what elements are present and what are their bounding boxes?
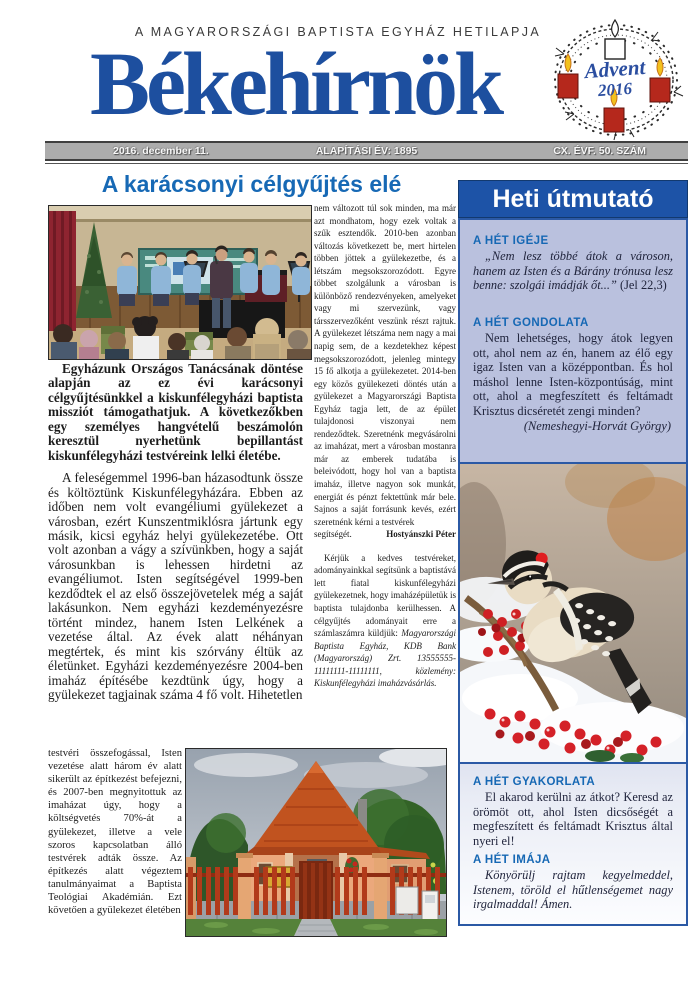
woodpecker-photo bbox=[460, 462, 686, 764]
prayer-text: Könyörülj rajtam kegyelmeddel, Istenem, töröld el hűtlenségemet nagy irgalmaddal! Ámen. bbox=[473, 868, 673, 911]
founding-year: ALAPÍTÁSI ÉV: 1895 bbox=[315, 145, 418, 157]
section-title: A HÉT IMÁJA bbox=[473, 854, 551, 866]
congregation-event-photo bbox=[48, 205, 312, 360]
paragraph-tail: segítségét. bbox=[314, 529, 352, 540]
red-candle-right bbox=[650, 78, 670, 102]
signature-line bbox=[314, 528, 456, 541]
verse-text: „Nem lesz többé átok a városon, hanem az Isten és a Bárány trónusa lesz benne: szolgái imádják őt...” (Jel 22,3) bbox=[473, 249, 673, 292]
verse-reference: (Jel 22,3) bbox=[616, 278, 667, 292]
article-column-middle bbox=[314, 202, 456, 690]
section-verse-of-week bbox=[473, 235, 673, 293]
section-title: A HÉT GYAKORLATA bbox=[473, 776, 596, 788]
section-practice-of-week bbox=[473, 776, 673, 848]
section-title: A HÉT IGÉJE bbox=[473, 235, 549, 247]
article-headline: A karácsonyi célgyűjtés elé bbox=[101, 171, 402, 197]
author-signature: Hostyánszki Péter bbox=[386, 529, 456, 540]
donation-appeal: Kérjük a kedves testvéreket, adományainkkal segítsünk a baptistává lett fiatal kiskunfélegyházi gyülekezetnek, hogy imaházépületük is baptista tulajdonba kerülhessen. A célgyűjtés adományait erre a számlaszámra küldjük: Magyarországi Baptista Egyház, KDB Bank (Magyarország) Zrt. 13555555-11111111-11111111, közlemény: Kiskunfélegyházi imaházvásárlás. bbox=[314, 552, 456, 689]
section-title: A HÉT GONDOLATA bbox=[473, 317, 589, 329]
issue-number: CX. ÉVF. 50. SZÁM bbox=[553, 145, 646, 157]
red-candle-bottom bbox=[604, 108, 624, 132]
sidebar-title: Heti útmutató bbox=[458, 180, 688, 218]
bank-account-details: Magyarországi Baptista Egyház, KDB Bank (Magyarország) Zrt. 13555555-11111111-11111111, közlemény: Kiskunfélegyházi imaházvásárlás. bbox=[314, 628, 456, 689]
advent-text: Advent bbox=[583, 54, 647, 84]
article-lead: Egyházunk Országos Tanácsának döntése alapján az ez évi karácsonyi célgyűjtésünkkel a kiskunfélegyházi baptista missziót támogathatjuk. A következőkben egy személyes hangvételű beszámolón keresztül nyerhetünk bepillantást kiskunfélegyházi testvéreink lelki életébe. bbox=[48, 361, 303, 463]
article-column-left-narrow: testvéri összefogással, Isten vezetése alatt három év alatt sikerült az építkezést befejezni, és 2007-ben megnyitottuk az imaházat úgy, hogy a költségvetés 70%-át a gyülekezet, illetve a vele szoros kapcsolatban álló testvérek adták össze. Az építkezés alatt végeztem tanulmányaimat a Baptista Teológiai Akadémián. Ezt követően a gyülekezet életében bbox=[48, 748, 182, 917]
white-candle-flame bbox=[612, 20, 619, 37]
advent-wreath-illustration bbox=[534, 10, 692, 142]
red-candle-left bbox=[558, 74, 578, 98]
weekly-guide-panel bbox=[458, 218, 688, 926]
masthead-tagline: A MAGYARORSZÁGI BAPTISTA EGYHÁZ HETILAPJA bbox=[134, 25, 542, 39]
article-paragraph: A feleségemmel 1996-ban házasodtunk össze és költöztünk Kiskunfélegyházára. Ebben az időben nem volt evangéliumi gyülekezet a városban, ezért Kunszentmiklósra jártunk egy másik, kicsi egyház helyi gyülekezetébe. Ott volt azonban a vágy a szívünkben, hogy a saját városunkban is lehessen hirdetni az evangéliumot. Isten segítségével 1999-ben kezdődtek el az első összejövetelek még a saját lakásunkon. Nem egyházi kezdeményezésre történt mindez, hanem Isten Lelkének a vezetése által. Az évek alatt néhányan megtértek, és mint kis szórvány éltük az életünket. Egyházi kezdeményezésre 2004-ben imaház építésébe kezdtünk úgy, hogy a gyülekezet tagjainak száma 4 fő volt. Hihetetlen bbox=[48, 470, 303, 702]
thought-attribution: (Nemeshegyi-Horvát György) bbox=[523, 419, 671, 433]
thought-text: Nem lehetséges, hogy átok legyen ott, ahol nem az én, hanem az élő egy igaz Isten van a középpontban. És hol máshol lenne Isten-központúság, mint ott, ahol a megfeszített és feltámadt Krisztus dicséretét zengi minden? bbox=[473, 331, 673, 418]
practice-text: El akarod kerülni az átkot? Keresd az örömöt ott, ahol Isten dicsőségét a megfeszített és feltámadt Krisztus által nyeri el! bbox=[473, 790, 673, 848]
article-column-left bbox=[48, 362, 303, 702]
prayer-house-photo bbox=[185, 748, 447, 937]
section-prayer-of-week bbox=[473, 854, 673, 912]
section-thought-of-week bbox=[473, 317, 673, 434]
article-paragraph: nem változott túl sok minden, ma már azt mondhatom, hogy ezek voltak a szűk esztendők. 2010-ben azonban változás következett be, mert hirtelen többen jöttek a gyülekezetbe, és a létszám megsokszorozódott. Egyre többet szolgálunk a városban is különböző rendezvényeken, amelyeket vagy mi szervezünk, vagy társszervezőként veszünk részt rajtuk. A gyülekezet létszáma nem nagy a mai napig sem, de a kezdetekhez képest megsokszorozódott, jelenleg mintegy 15 fő alkotja a gyülekezetet. 2014-ben egy közös gyülekezeti döntés után a gyülekezet a Magyarországi Baptista Egyház tagja lett, de az épület tulajdonosi viszonyai nem rendeződtek. Szeretnénk megvásárolni az imaházat, mert a városban mostanra már az emberek tudatába is beleivódott, hogy hol van a baptista imaház, illetve nagyon sok munkát, energiát és pénzt fektettünk már bele. Sajnos a saját forrásunk kevés, ezért szeretnénk kérni a testvérek bbox=[314, 203, 456, 527]
masthead-title: Békehírnök bbox=[89, 35, 501, 134]
issue-info-bar bbox=[45, 141, 688, 161]
advent-year-text: 2016 bbox=[597, 78, 633, 101]
issue-date: 2016. december 11. bbox=[113, 145, 209, 157]
